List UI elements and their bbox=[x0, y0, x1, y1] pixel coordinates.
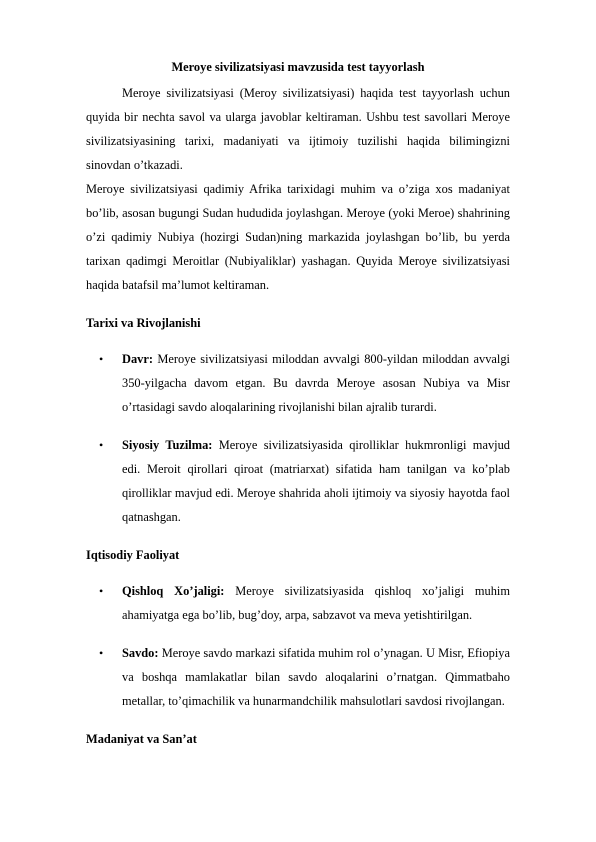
list-item-term: Qishloq Xo’jaligi: bbox=[122, 584, 225, 598]
intro-paragraph-1: Meroye sivilizatsiyasi (Meroy sivilizatsiyasi) haqida test tayyorlash uchun quyida bir nechta savol va ularga javoblar keltiraman. Ushbu test savollari Meroye sivilizatsiyasining tarixi, madaniyati va ijtimoiy tuzilishi haqida bilimingizni sinovdan o’tkazadi. bbox=[86, 86, 510, 172]
list-item-text: Meroye savdo markazi sifatida muhim rol o’ynagan. U Misr, Efiopiya va boshqa mamlakatlar bilan savdo aloqalarini o’rnatgan. Qimmatbaho metallar, to’qimachilik va hunarmandchilik mahsulotlari savdosi rivojlangan. bbox=[122, 646, 510, 708]
section-heading-economy: Iqtisodiy Faoliyat bbox=[86, 548, 180, 562]
list-item bbox=[86, 347, 510, 419]
list-item-text: Meroye sivilizatsiyasi miloddan avvalgi 800-yildan miloddan avvalgi 350-yilgacha davom etgan. Bu davrda Meroye asosan Nubiya va Misr o’rtasidagi savdo aloqalarining rivojlanishi bilan ajralib turardi. bbox=[122, 352, 510, 414]
section-heading-history: Tarixi va Rivojlanishi bbox=[86, 316, 201, 330]
economy-list bbox=[86, 579, 510, 713]
list-item bbox=[86, 433, 510, 529]
section-heading-culture: Madaniyat va San’at bbox=[86, 732, 197, 746]
list-item bbox=[86, 641, 510, 713]
bullet-icon: • bbox=[99, 584, 104, 598]
list-item-term: Davr: bbox=[122, 352, 153, 366]
document-body bbox=[86, 57, 510, 763]
page-title: Meroye sivilizatsiyasi mavzusida test tayyorlash bbox=[171, 60, 425, 74]
list-item-text: Meroye sivilizatsiyasida qirolliklar hukmronligi mavjud edi. Meroit qirollari qiroat (matriarxat) sifatida ham tanilgan va ko’plab qirolliklar mavjud edi. Meroye shahrida aholi ijtimoiy va siyosiy hayotda faol qatnashgan. bbox=[122, 438, 510, 524]
list-item-term: Siyosiy Tuzilma: bbox=[122, 438, 213, 452]
list-item-term: Savdo: bbox=[122, 646, 159, 660]
intro-paragraph-2: Meroye sivilizatsiyasi qadimiy Afrika tarixidagi muhim va o’ziga xos madaniyat bo’lib, asosan bugungi Sudan hududida joylashgan. Meroye (yoki Meroe) shahrining o’zi qadimiy Nubiya (hozirgi Sudan)ning markazida joylashgan bo’lib, bu yerda tarixan qadimgi Meroitlar (Nubiyaliklar) yashagan. Quyida Meroye sivilizatsiyasi haqida batafsil ma’lumot keltiraman. bbox=[86, 182, 510, 292]
list-item bbox=[86, 579, 510, 627]
bullet-icon: • bbox=[99, 646, 104, 660]
bullet-icon: • bbox=[99, 352, 104, 366]
history-list bbox=[86, 347, 510, 529]
bullet-icon: • bbox=[99, 438, 104, 452]
list-item-text: Meroye sivilizatsiyasida qishloq xo’jaligi muhim ahamiyatga ega bo’lib, bug’doy, arpa, sabzavot va meva yetishtirilgan. bbox=[122, 584, 510, 622]
